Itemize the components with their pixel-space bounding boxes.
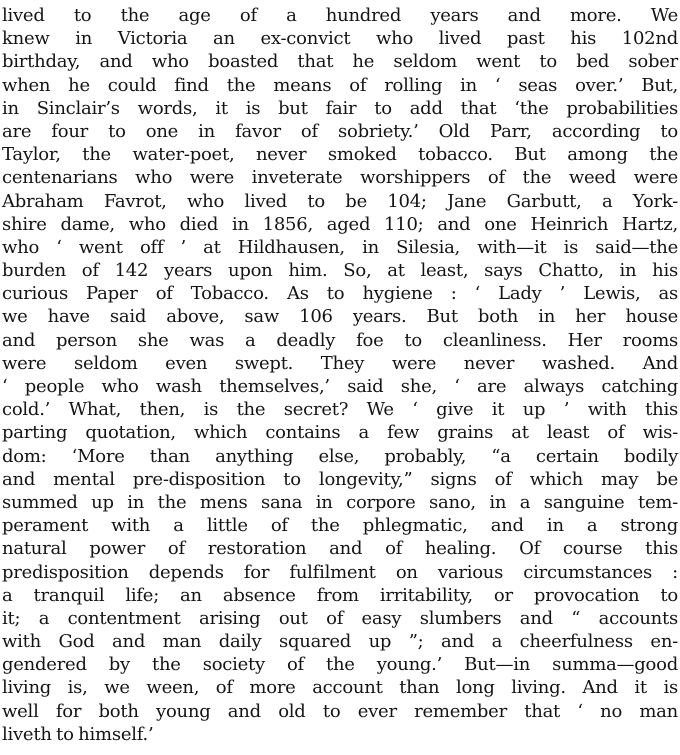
text-line: we have said above, saw 106 years. But both in her house — [2, 306, 678, 328]
body-text — [2, 4, 678, 746]
text-line: in Sinclair’s words, it is but fair to add that ‘the probabilities — [2, 97, 678, 119]
text-line: burden of 142 years upon him. So, at least, says Chatto, in his — [2, 260, 678, 282]
text-line: shire dame, who died in 1856, aged 110; and one Heinrich Hartz, — [2, 213, 678, 235]
text-line: predisposition depends for fulfilment on various circumstances : — [2, 561, 678, 583]
text-line: knew in Victoria an ex-convict who lived past his 102nd — [2, 28, 678, 50]
text-line: living is, we ween, of more account than long living. And it is — [2, 677, 678, 699]
text-line: dom: ‘More than anything else, probably, “a certain bodily — [2, 445, 678, 467]
text-line: are four to one in favor of sobriety.’ Old Parr, according to — [2, 120, 678, 142]
text-line: who ‘ went off ’ at Hildhausen, in Silesia, with—it is said—the — [2, 236, 678, 258]
text-line: birthday, and who boasted that he seldom went to bed sober — [2, 51, 678, 73]
text-line: lived to the age of a hundred years and more. We — [2, 5, 678, 26]
text-line: summed up in the mens sana in corpore sano, in a sanguine tem- — [2, 491, 678, 513]
text-line: curious Paper of Tobacco. As to hygiene : ‘ Lady ’ Lewis, as — [2, 283, 678, 305]
text-line: it; a contentment arising out of easy slumbers and “ accounts — [2, 607, 678, 629]
text-line: when he could find the means of rolling in ‘ seas over.’ But, — [2, 74, 678, 96]
text-line: perament with a little of the phlegmatic, and in a strong — [2, 515, 678, 537]
text-line: parting quotation, which contains a few grains at least of wis- — [2, 422, 678, 444]
text-line: a tranquil life; an absence from irritability, or provocation to — [2, 584, 678, 606]
text-line: Abraham Favrot, who lived to be 104; Jane Garbutt, a York- — [2, 190, 678, 212]
text-line: cold.’ What, then, is the secret? We ‘ give it up ’ with this — [2, 399, 678, 421]
text-line: with God and man daily squared up ”; and a cheerfulness en- — [2, 631, 678, 653]
text-line: and person she was a deadly foe to cleanliness. Her rooms — [2, 329, 678, 351]
text-line: and mental pre-disposition to longevity,” signs of which may be — [2, 468, 678, 490]
text-line: centenarians who were inveterate worshippers of the weed were — [2, 167, 678, 189]
text-line: Taylor, the water-poet, never smoked tobacco. But among the — [2, 144, 678, 166]
text-line: liveth to himself.’ — [2, 723, 154, 745]
text-line: ‘ people who wash themselves,’ said she, ‘ are always catching — [2, 376, 678, 397]
text-line: natural power of restoration and of healing. Of course this — [2, 538, 678, 560]
text-line: well for both young and old to ever remember that ‘ no man — [2, 700, 678, 722]
text-line: were seldom even swept. They were never washed. And — [2, 352, 678, 374]
text-line: gendered by the society of the young.’ But—in summa—good — [2, 654, 678, 676]
